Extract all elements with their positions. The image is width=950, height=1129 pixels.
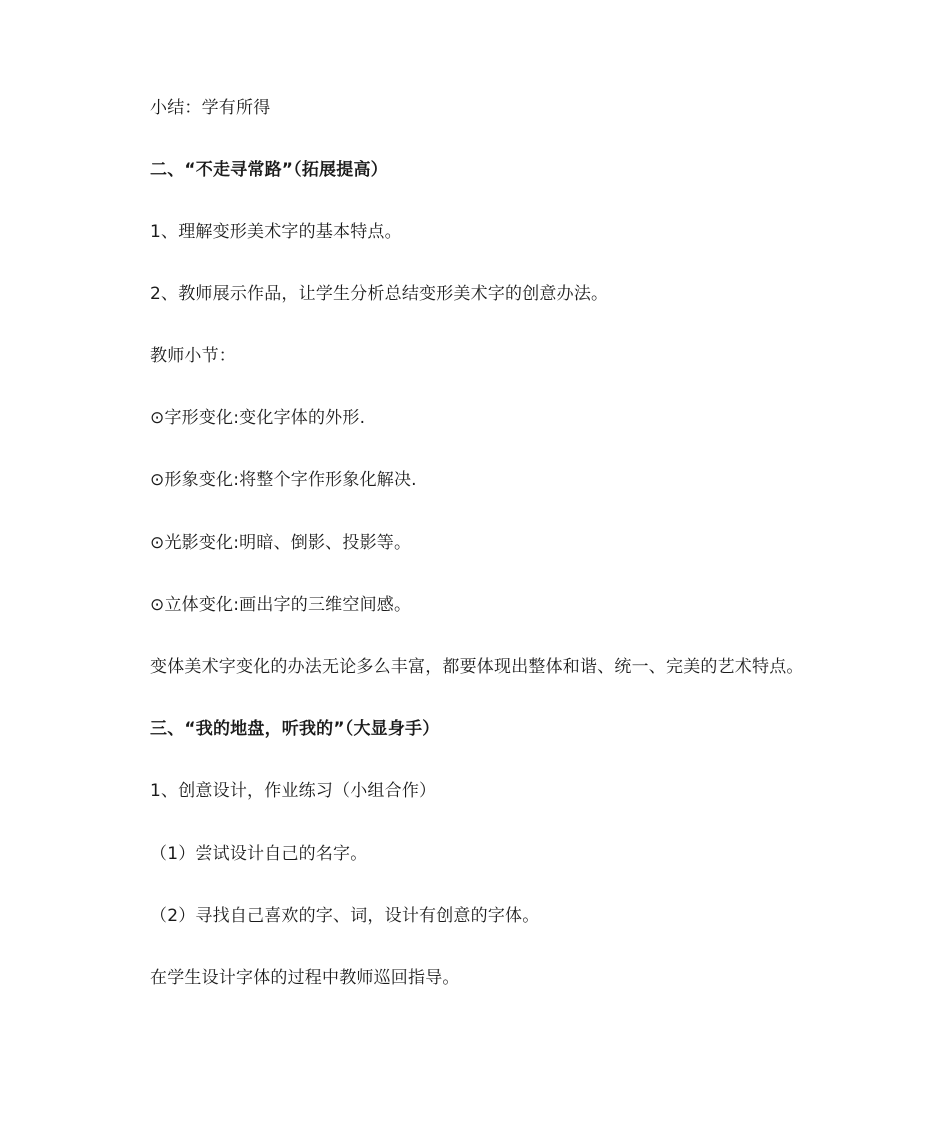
list-item: 1、创意设计，作业练习（小组合作） — [150, 781, 437, 801]
teacher-summary-label: 教师小节： — [150, 346, 236, 366]
paragraph: 变体美术字变化的办法无论多么丰富，都要体现出整体和谐、统一、完美的艺术特点。 — [150, 657, 804, 677]
section-heading-2: 二、“不走寻常路”（拓展提高） — [150, 160, 388, 180]
sub-list-item: （2）寻找自己喜欢的字、词，设计有创意的字体。 — [150, 906, 540, 926]
bullet-item: ⊙形象变化:将整个字作形象化解决. — [150, 470, 417, 490]
list-item: 1、理解变形美术字的基本特点。 — [150, 222, 402, 242]
sub-list-item: （1）尝试设计自己的名字。 — [150, 844, 368, 864]
list-item: 2、教师展示作品，让学生分析总结变形美术字的创意办法。 — [150, 284, 609, 304]
bullet-item: ⊙光影变化:明暗、倒影、投影等。 — [150, 533, 412, 553]
section-heading-3: 三、“我的地盘，听我的”（大显身手） — [150, 719, 440, 739]
summary-line: 小结：学有所得 — [150, 98, 271, 118]
paragraph: 在学生设计字体的过程中教师巡回指导。 — [150, 968, 460, 988]
bullet-item: ⊙立体变化:画出字的三维空间感。 — [150, 595, 412, 615]
bullet-item: ⊙字形变化:变化字体的外形. — [150, 408, 366, 428]
